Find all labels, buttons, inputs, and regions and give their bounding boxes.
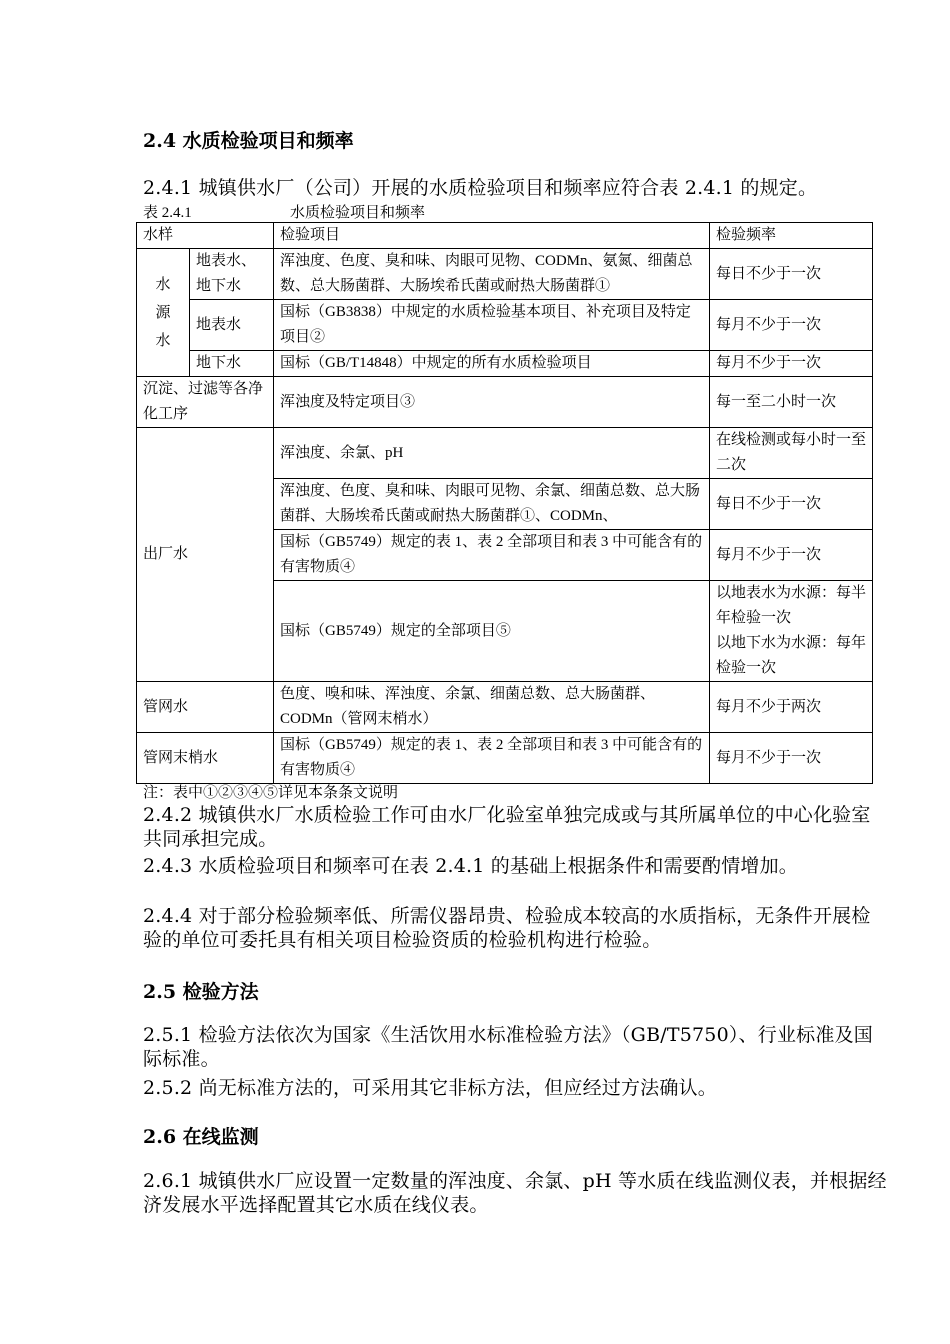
frequency-line: 以地表水为水源：每半年检验一次 [716,585,867,626]
frequency-cell: 每一至二小时一次 [710,377,873,428]
sub-sample-cell: 地表水 [190,300,274,351]
paragraph-2-5-2: 2.5.2 尚无标准方法的，可采用其它非标方法，但应经过方法确认。 [143,1077,717,1099]
sample-cell: 管网水 [137,682,274,733]
source-char: 水 [155,332,171,349]
heading-2-6: 2.6 在线监测 [143,1126,259,1148]
frequency-cell: 每月不少于两次 [710,682,873,733]
sub-sample-cell: 地表水、地下水 [190,249,274,300]
item-cell: 国标（GB/T14848）中规定的所有水质检验项目 [274,351,710,377]
item-cell: 浑浊度、色度、臭和味、肉眼可见物、余氯、细菌总数、总大肠菌群、大肠埃希氏菌或耐热大肠菌群①、CODMn、 [274,479,710,530]
heading-2-5: 2.5 检验方法 [143,981,259,1003]
item-cell: 浑浊度及特定项目③ [274,377,710,428]
frequency-cell: 每日不少于一次 [710,249,873,300]
table-row [137,377,873,428]
sample-cell: 沉淀、过滤等各净化工序 [137,377,274,428]
source-water-cell [137,249,190,377]
table-row [137,428,873,479]
table-header-row [137,223,873,249]
paragraph-2-4-3: 2.4.3 水质检验项目和频率可在表 2.4.1 的基础上根据条件和需要酌情增加。 [143,855,799,877]
table-row [137,300,873,351]
header-frequency: 检验频率 [710,223,873,249]
paragraph-2-4-1: 2.4.1 城镇供水厂（公司）开展的水质检验项目和频率应符合表 2.4.1 的规定。 [143,177,818,199]
item-cell: 国标（GB5749）规定的全部项目⑤ [274,581,710,682]
water-quality-table [136,222,873,784]
item-cell: 国标（GB5749）规定的表 1、表 2 全部项目和表 3 中可能含有的有害物质④ [274,733,710,784]
frequency-cell: 每月不少于一次 [710,300,873,351]
item-cell: 国标（GB5749）规定的表 1、表 2 全部项目和表 3 中可能含有的有害物质④ [274,530,710,581]
table-row [137,249,873,300]
paragraph-2-4-4: 2.4.4 对于部分检验频率低、所需仪器昂贵、检验成本较高的水质指标，无条件开展检验的单位可委托具有相关项目检验资质的检验机构进行检验。 [143,905,871,951]
frequency-cell: 每日不少于一次 [710,479,873,530]
table-row [137,733,873,784]
table-row [137,682,873,733]
frequency-cell: 每月不少于一次 [710,351,873,377]
table-caption-number: 表 2.4.1 [143,205,192,221]
sample-cell: 管网末梢水 [137,733,274,784]
item-cell: 国标（GB3838）中规定的水质检验基本项目、补充项目及特定项目② [274,300,710,351]
frequency-cell: 每月不少于一次 [710,530,873,581]
header-item: 检验项目 [274,223,710,249]
paragraph-2-6-1: 2.6.1 城镇供水厂应设置一定数量的浑浊度、余氯、pH 等水质在线监测仪表，并根据经济发展水平选择配置其它水质在线仪表。 [143,1170,887,1216]
sub-sample-cell: 地下水 [190,351,274,377]
source-char: 水 [155,276,171,293]
table-row [137,351,873,377]
item-cell: 浑浊度、色度、臭和味、肉眼可见物、CODMn、氨氮、细菌总数、总大肠菌群、大肠埃希氏菌或耐热大肠菌群① [274,249,710,300]
frequency-cell [710,581,873,682]
item-cell: 色度、嗅和味、浑浊度、余氯、细菌总数、总大肠菌群、CODMn（管网末梢水） [274,682,710,733]
frequency-cell: 在线检测或每小时一至二次 [710,428,873,479]
frequency-line: 以地下水为水源：每年检验一次 [716,635,867,676]
source-char: 源 [155,304,171,321]
sample-cell: 出厂水 [137,428,274,682]
heading-2-4: 2.4 水质检验项目和频率 [143,130,354,152]
table-caption-title: 水质检验项目和频率 [290,205,426,221]
frequency-cell: 每月不少于一次 [710,733,873,784]
table-note: 注：表中①②③④⑤详见本条条文说明 [143,785,399,801]
paragraph-2-4-2: 2.4.2 城镇供水厂水质检验工作可由水厂化验室单独完成或与其所属单位的中心化验室共同承担完成。 [143,804,871,850]
paragraph-2-5-1: 2.5.1 检验方法依次为国家《生活饮用水标准检验方法》（GB/T5750）、行业标准及国际标准。 [143,1024,873,1070]
item-cell: 浑浊度、余氯、pH [274,428,710,479]
header-sample: 水样 [137,223,274,249]
